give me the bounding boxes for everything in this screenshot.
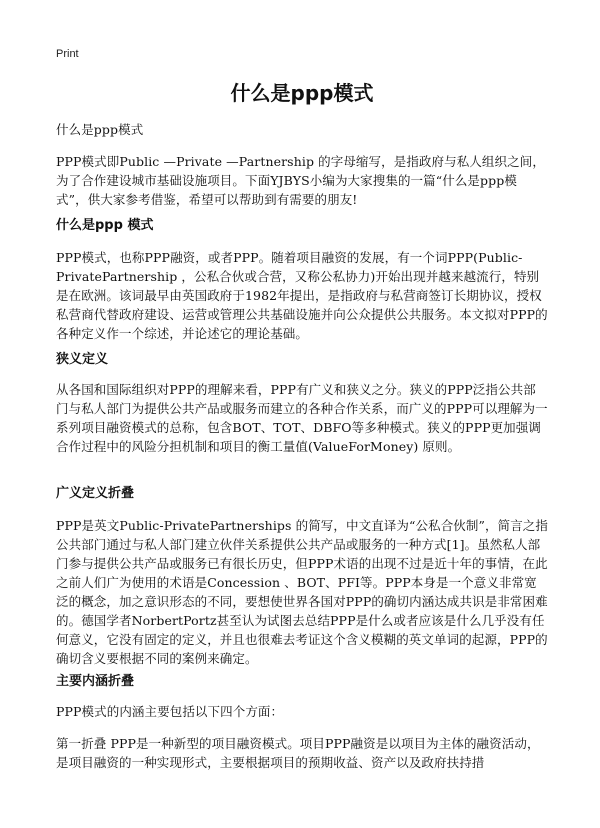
section-heading-broad-definition: 广义定义折叠 [56, 486, 135, 501]
broad-definition-paragraph: PPP是英文Public-PrivatePartnerships 的简写，中文直译为“公私合伙制”，简言之指公共部门通过与私人部门建立伙伴关系提供公共产品或服务的一种方式[1]。虽然私人部门参与提供公共产品或服务已有很长历史，但PPP术语的出现不过是近十年的事情，在此之前人们广为使用的术语是Concession 、BOT、PFI等。PPP本身是一个意义非常宽泛的概念，加之意识形态的不同，要想使世界各国对PPP的确切内涵达成共识是非常困难的。德国学者NorbertPortz甚至认为试图去总结PPP是什么或者应该是什么几乎没有任何意义，它没有固定的定义，并且也很难去考证这个含义模糊的英文单词的起源，PPP的确切含义要根据不同的案例来确定。 [56, 518, 548, 666]
section-heading-what-is-ppp: 什么是ppp 模式 [56, 218, 154, 233]
first-point-paragraph: 第一折叠 PPP是一种新型的项目融资模式。项目PPP融资是以项目为主体的融资活动，是项目融资的一种实现形式，主要根据项目的预期收益、资产以及政府扶持措 [56, 736, 540, 770]
page-title: 什么是ppp模式 [230, 81, 374, 105]
ppp-definition-paragraph: PPP模式，也称PPP融资，或者PPP。随着项目融资的发展，有一个词PPP(Public-PrivatePartnership ，公私合伙或合营，又称公私协力)开始出现并越来越流行，特别是在欧洲。该词最早由英国政府于1982年提出，是指政府与私营商签订长期协议，授权私营商代替政府建设、运营或管理公共基础设施并向公众提供公共服务。本文拟对PPP的各种定义作一个综述，并论述它的理论基础。 [56, 250, 548, 341]
section-heading-narrow-definition: 狭义定义 [56, 352, 109, 367]
intro-label: 什么是ppp模式 [56, 122, 144, 137]
narrow-definition-paragraph: 从各国和国际组织对PPP的理解来看，PPP有广义和狭义之分。狭义的PPP泛指公共部门与私人部门为提供公共产品或服务而建立的各种合作关系，而广义的PPP可以理解为一系列项目融资模式的总称，包含BOT、TOT、DBFO等多种模式。狭义的PPP更加强调合作过程中的风险分担机制和项目的衡工量值(ValueForMoney) 原则。 [56, 382, 548, 454]
section-heading-main-connotation: 主要内涵折叠 [56, 674, 135, 689]
intro-paragraph: PPP模式即Public —Private —Partnership 的字母缩写，是指政府与私人组织之间，为了合作建设城市基础设施项目。下面YJBYS小编为大家搜集的一篇“什么是ppp模式”，供大家参考借鉴，希望可以帮助到有需要的朋友! [56, 154, 545, 207]
connotation-intro-paragraph: PPP模式的内涵主要包括以下四个方面： [56, 704, 284, 719]
print-link[interactable]: Print [56, 48, 79, 60]
